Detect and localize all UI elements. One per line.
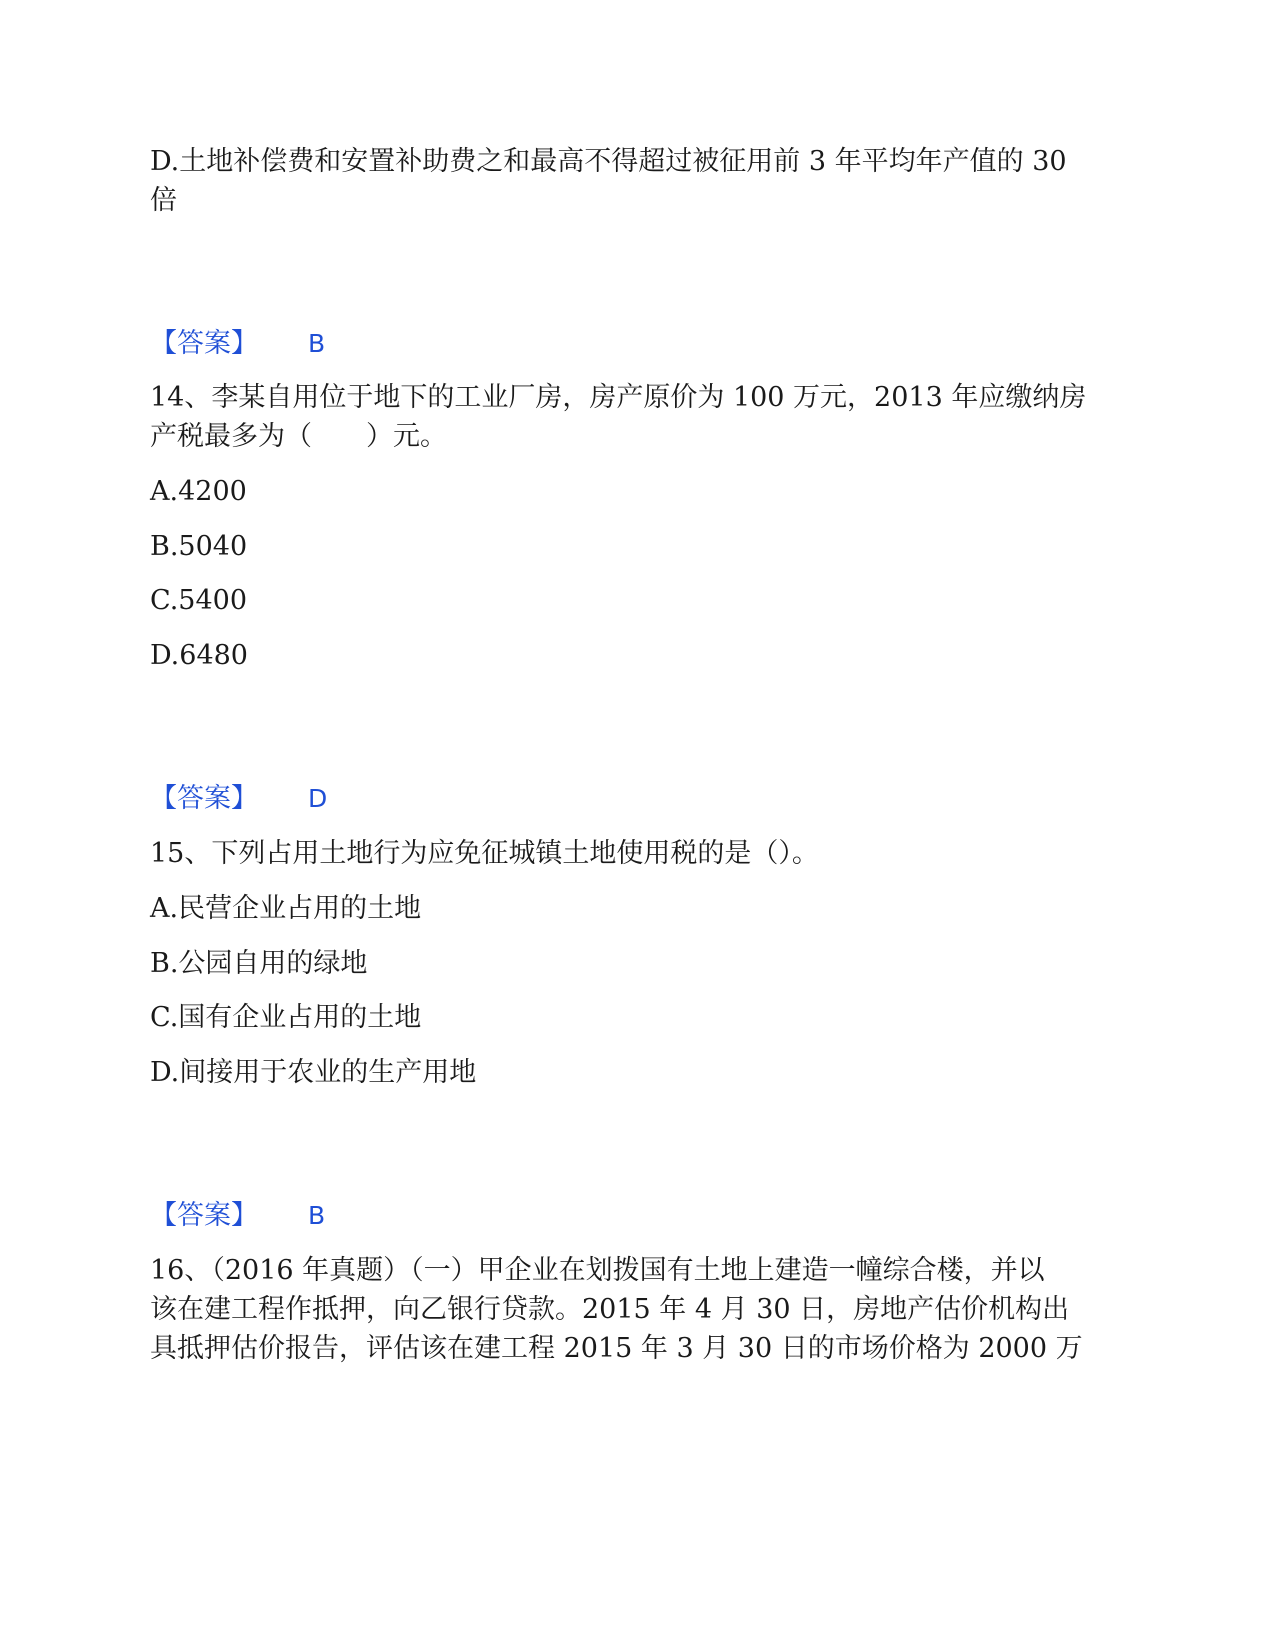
q15-option-b: B.公园自用的绿地 <box>150 948 368 979</box>
q14-option-c: C.5400 <box>150 585 247 616</box>
q15-option-d: D.间接用于农业的生产用地 <box>150 1057 477 1088</box>
answer-value: B <box>308 329 326 358</box>
answer-14 <box>150 779 327 819</box>
answer-label: 【答案】 <box>150 783 258 814</box>
answer-13 <box>150 324 325 364</box>
q15-option-a: A.民营企业占用的土地 <box>150 893 422 924</box>
q15-option-c: C.国有企业占用的土地 <box>150 1002 422 1033</box>
q15-stem: 15、下列占用土地行为应免征城镇土地使用税的是（）。 <box>150 838 819 869</box>
q16-stem-line1: 16、（2016 年真题）（一）甲企业在划拨国有土地上建造一幢综合楼，并以 <box>150 1255 1045 1286</box>
q13-option-d-line2: 倍 <box>150 185 177 216</box>
q13-option-d-line1: D.土地补偿费和安置补助费之和最高不得超过被征用前 3 年平均年产值的 30 <box>150 146 1067 177</box>
answer-label: 【答案】 <box>150 328 258 359</box>
q14-stem-line1: 14、李某自用位于地下的工业厂房，房产原价为 100 万元，2013 年应缴纳房 <box>150 382 1087 413</box>
q14-stem-line2: 产税最多为（ ）元。 <box>150 421 447 452</box>
q14-option-d: D.6480 <box>150 640 248 671</box>
q16-stem-line3: 具抵押估价报告，评估该在建工程 2015 年 3 月 30 日的市场价格为 2000 万 <box>150 1333 1083 1364</box>
q14-option-b: B.5040 <box>150 531 248 562</box>
answer-15 <box>150 1196 325 1236</box>
answer-label: 【答案】 <box>150 1200 258 1231</box>
answer-value: D <box>308 784 328 813</box>
answer-value: B <box>308 1201 326 1230</box>
q16-stem-line2: 该在建工程作抵押，向乙银行贷款。2015 年 4 月 30 日，房地产估价机构出 <box>150 1294 1070 1325</box>
q14-option-a: A.4200 <box>150 476 247 507</box>
